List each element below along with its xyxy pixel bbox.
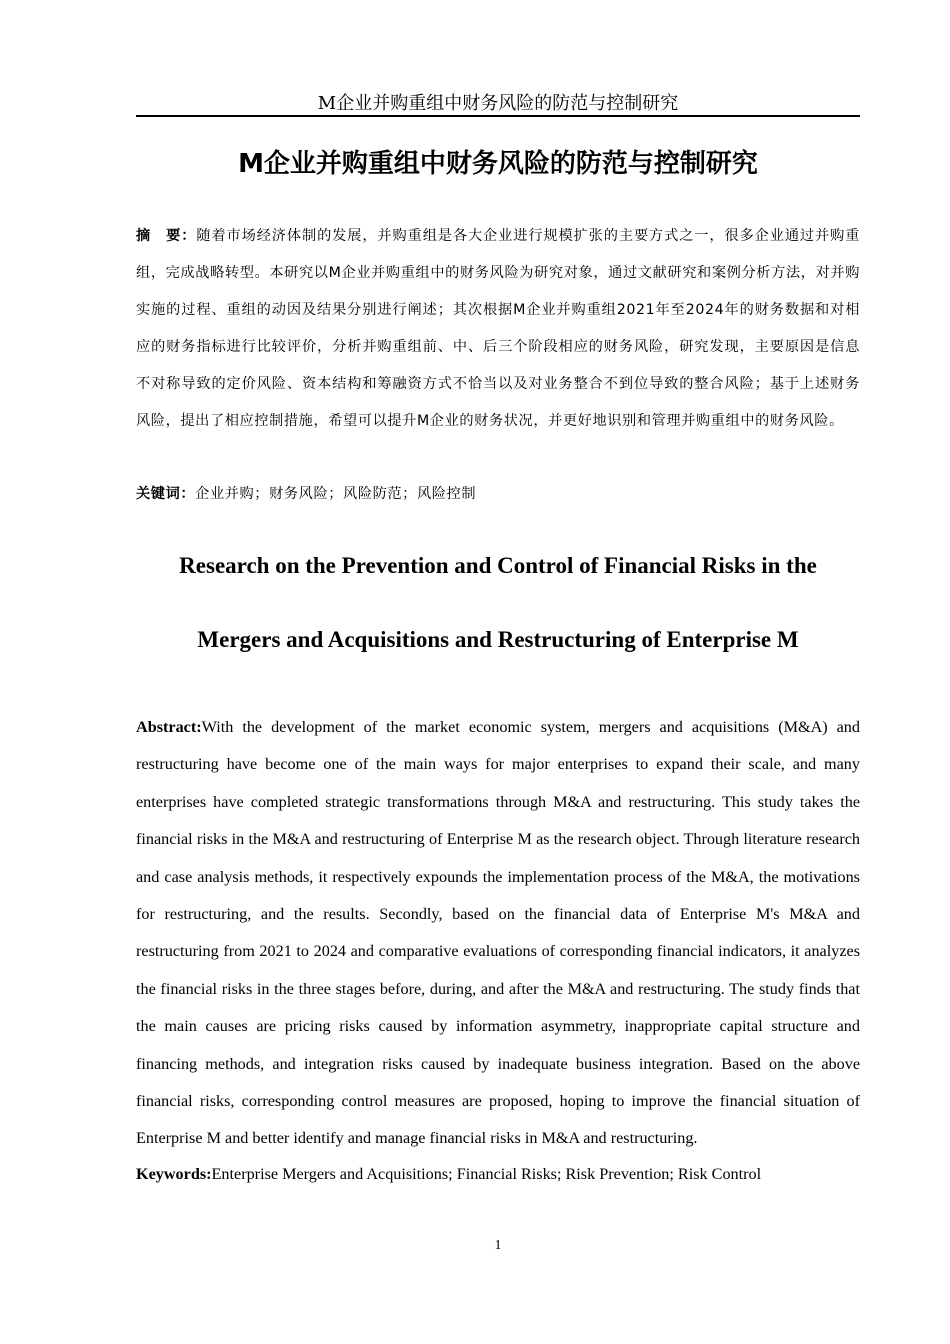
english-title-line-2: Mergers and Acquisitions and Restructuring of Enterprise M [197,627,799,652]
english-abstract-text: With the development of the market economic system, mergers and acquisitions (M&A) and restructuring have become one of the main ways for major enterprises to expand their scale, and many enterprises have completed strategic transformations through M&A and restructuring. This study takes the financial risks in the M&A and restructuring of Enterprise M as the research object. Through literature research and case analysis methods, it respectively expounds the implementation process of the M&A, the motivations for restructuring, and the results. Secondly, based on the financial data of Enterprise M's M&A and restructuring from 2021 to 2024 and comparative evaluations of corresponding financial indicators, it analyzes the financial risks in the three stages before, during, and after the M&A and restructuring. The study finds that the main causes are pricing risks caused by information asymmetry, inappropriate capital structure and financing methods, and integration risks caused by inadequate business integration. Based on the above financial risks, corresponding control measures are proposed, hoping to improve the financial situation of Enterprise M and better identify and manage financial risks in M&A and restructuring. [136,718,860,1148]
english-keywords-label: Keywords: [136,1165,212,1183]
chinese-abstract [136,218,860,440]
chinese-abstract-text: 随着市场经济体制的发展，并购重组是各大企业进行规模扩张的主要方式之一，很多企业通过并购重组，完成战略转型。本研究以M企业并购重组中的财务风险为研究对象，通过文献研究和案例分析方法，对并购实施的过程、重组的动因及结果分别进行阐述；其次根据M企业并购重组2021年至2024年的财务数据和对相应的财务指标进行比较评价，分析并购重组前、中、后三个阶段相应的财务风险，研究发现，主要原因是信息不对称导致的定价风险、资本结构和筹融资方式不恰当以及对业务整合不到位导致的整合风险；基于上述财务风险，提出了相应控制措施，希望可以提升M企业的财务状况，并更好地识别和管理并购重组中的财务风险。 [136,228,860,429]
chinese-abstract-label: 摘 要： [136,228,197,244]
english-keywords-text: Enterprise Mergers and Acquisitions; Financial Risks; Risk Prevention; Risk Control [211,1165,762,1183]
running-header: M企业并购重组中财务风险的防范与控制研究 [317,93,679,114]
chinese-keywords [136,478,860,510]
english-abstract [136,709,860,1158]
english-keywords [136,1160,860,1188]
chinese-keywords-text: 企业并购；财务风险；风险防范；风险控制 [195,486,477,502]
chinese-title: M企业并购重组中财务风险的防范与控制研究 [238,149,758,179]
english-title [136,546,860,694]
english-abstract-label: Abstract: [136,718,202,736]
chinese-keywords-label: 关键词： [136,486,196,502]
english-title-line-1: Research on the Prevention and Control of Financial Risks in the [179,553,817,578]
page-number: 1 [494,1238,502,1253]
header-divider [136,115,860,117]
